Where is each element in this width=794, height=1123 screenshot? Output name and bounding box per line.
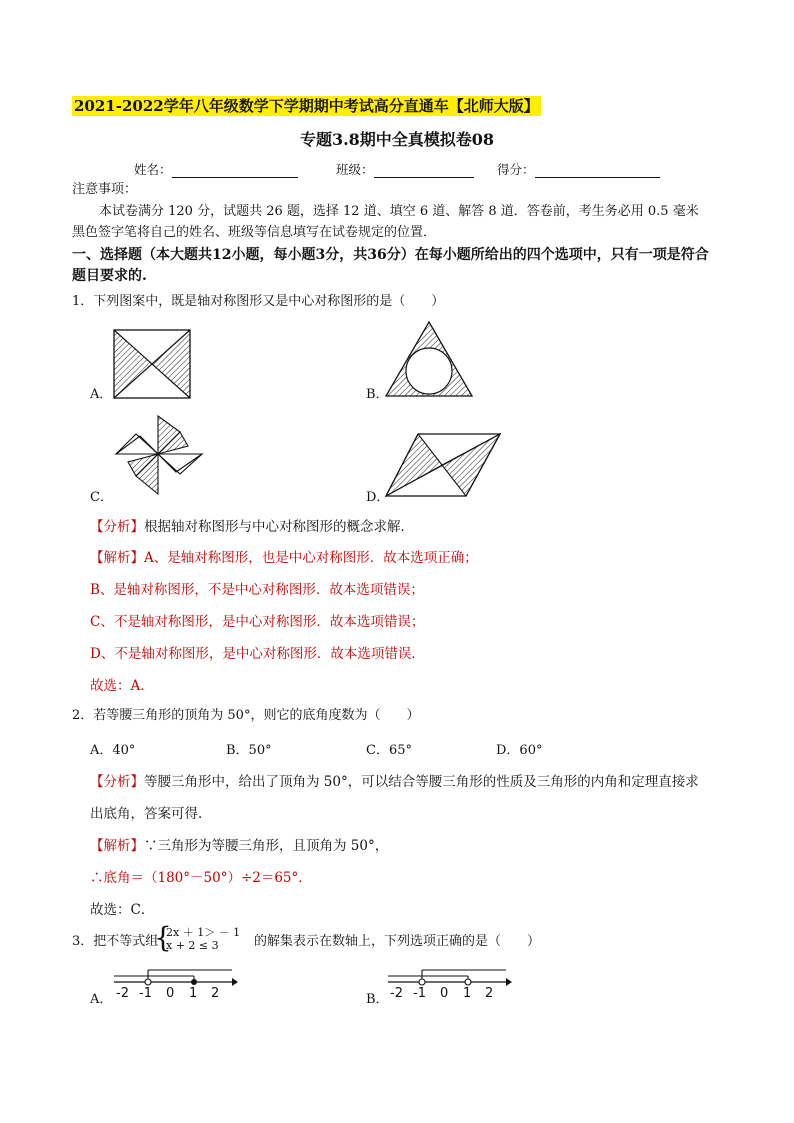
q2-solution xyxy=(90,834,388,854)
q2-analysis-text-1: 等腰三角形中，给出了顶角为 50°，可以结合等腰三角形的性质及三角形的内角和定理直接求 xyxy=(144,774,699,790)
q1-sol-b: B、是轴对称图形，不是中心对称图形．故本选项错误； xyxy=(90,582,424,598)
q3-ineq-1: 2x ＋ 1＞ － 1 xyxy=(166,926,241,939)
q1-analysis-text: 根据轴对称图形与中心对称图形的概念求解． xyxy=(144,519,414,535)
q2-option-d: D．60° xyxy=(496,743,543,758)
q1-label-d: D． xyxy=(366,490,390,505)
q1-solution xyxy=(90,546,478,566)
q3-label-b: B． xyxy=(366,992,389,1007)
q1-label-a: A． xyxy=(90,387,113,402)
q2-option-b: B．50° xyxy=(226,743,272,758)
q3-stem-pre: 3．把不等式组 xyxy=(72,934,159,949)
q1-figure-c xyxy=(112,410,204,498)
tick: 1 xyxy=(189,986,198,1001)
q1-analysis xyxy=(90,515,414,535)
class-label: 班级： xyxy=(336,162,374,177)
q2-analysis-text-2: 出底角，答案可得． xyxy=(90,806,212,822)
tick: 0 xyxy=(440,986,449,1001)
q1-label-c: C． xyxy=(90,490,113,505)
q2-option-a: A．40° xyxy=(90,743,136,758)
tick: 0 xyxy=(166,986,175,1001)
class-blank xyxy=(374,163,474,178)
tick: -2 xyxy=(390,986,403,1001)
q2-analysis-tag: 【分析】 xyxy=(90,774,144,790)
q2-sol-1: ∵三角形为等腰三角形，且顶角为 50°， xyxy=(144,838,389,854)
q1-answer: 故选：A． xyxy=(90,678,154,694)
name-label: 姓名： xyxy=(134,162,172,177)
tick: 2 xyxy=(211,986,220,1001)
notice-line-1: 本试卷满分 120 分，试题共 26 题，选择 12 道、填空 6 道、解答 8 道．答卷前，考生务必用 0.5 毫米 xyxy=(99,204,699,219)
score-label: 得分： xyxy=(497,162,535,177)
section-heading: 一、选择题（本大题共12小题，每小题3分，共36分）在每小题所给出的四个选项中，只有一项是符合题目要求的. xyxy=(72,247,709,284)
name-field xyxy=(134,160,298,178)
q3-ineq-2: x + 2 ≤ 3 xyxy=(166,939,219,952)
brace: { xyxy=(154,921,172,954)
tick: 1 xyxy=(463,986,472,1001)
q2-analysis xyxy=(90,770,699,790)
q1-stem: 1．下列图案中，既是轴对称图形又是中心对称图形的是（ ） xyxy=(72,294,445,309)
q1-sol-a: A、是轴对称图形，也是中心对称图形．故本选项正确； xyxy=(144,550,478,566)
series-header: 2021-2022学年八年级数学下学期期中考试高分直通车【北师大版】 xyxy=(74,97,539,115)
notice-title: 注意事项： xyxy=(72,182,138,197)
q3-label-a: A． xyxy=(90,992,113,1007)
q1-solution-tag: 【解析】 xyxy=(90,550,144,566)
q1-figure-d xyxy=(384,432,504,500)
name-blank xyxy=(172,163,298,178)
tick: 2 xyxy=(485,986,494,1001)
notice-line-2: 黑色签字笔将自己的姓名、班级等信息填写在试卷规定的位置． xyxy=(72,225,437,240)
q1-figure-a xyxy=(114,330,190,398)
q1-sol-c: C、不是轴对称图形，是中心对称图形．故本选项错误； xyxy=(90,614,425,630)
q2-sol-2: ∴底角＝（180°－50°）÷2＝65°． xyxy=(90,870,312,886)
q1-label-b: B． xyxy=(366,387,389,402)
q1-sol-d: D、不是轴对称图形，是中心对称图形．故本选项错误． xyxy=(90,646,425,662)
q2-option-c: C．65° xyxy=(366,743,412,758)
score-blank xyxy=(535,163,660,178)
tick: -2 xyxy=(116,986,129,1001)
tick: -1 xyxy=(139,986,152,1001)
page-title: 专题3.8期中全真模拟卷08 xyxy=(299,130,495,149)
tick: -1 xyxy=(413,986,426,1001)
q1-figure-b xyxy=(384,320,474,398)
q2-stem: 2．若等腰三角形的顶角为 50°，则它的底角度数为（ ） xyxy=(72,708,420,723)
q2-answer: 故选：C． xyxy=(90,902,155,918)
q2-solution-tag: 【解析】 xyxy=(90,838,144,854)
score-field xyxy=(497,160,660,178)
q1-analysis-tag: 【分析】 xyxy=(90,519,144,535)
class-field xyxy=(336,160,474,178)
q3-stem-post: 的解集表示在数轴上，下列选项正确的是（ ） xyxy=(254,934,541,949)
